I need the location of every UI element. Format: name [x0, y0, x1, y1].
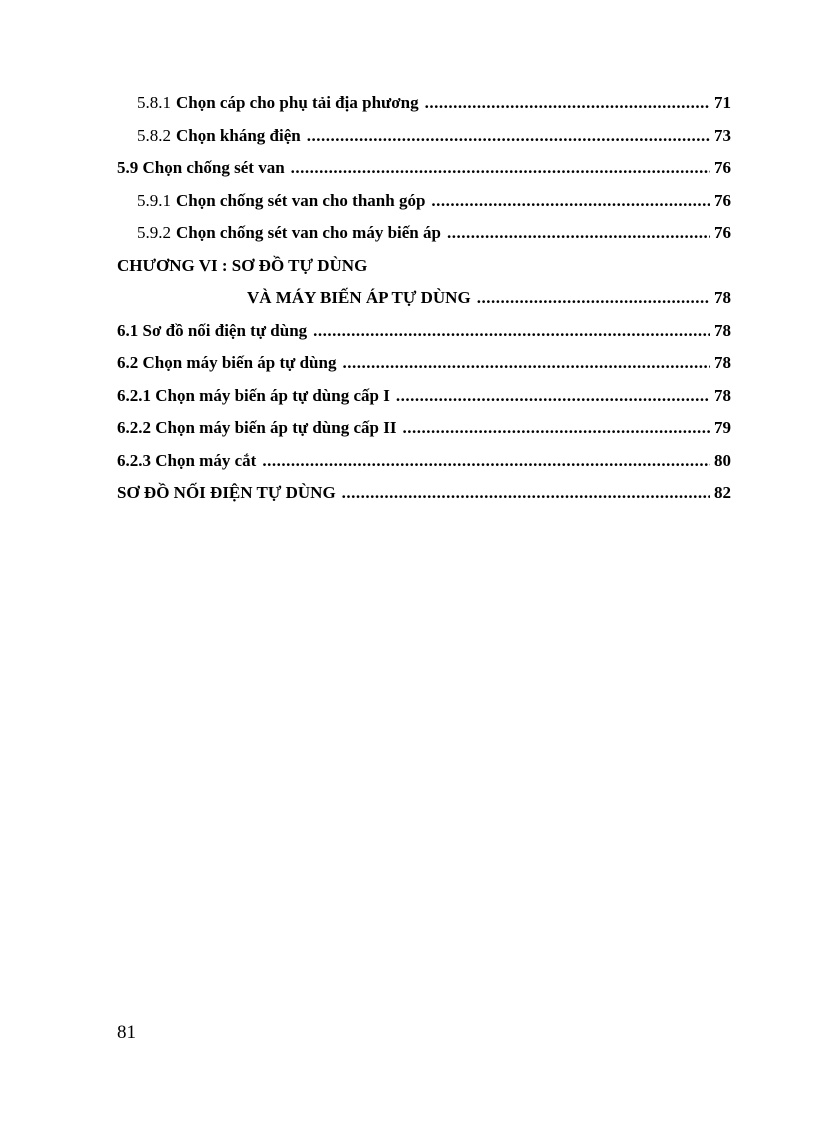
toc-entry-page: 79 — [714, 418, 731, 437]
toc-entry-number: 5.9.2 — [137, 223, 171, 242]
dot-leader — [313, 321, 710, 341]
toc-entry-page: 73 — [714, 125, 731, 145]
dot-leader — [342, 353, 710, 373]
dot-leader — [307, 126, 710, 146]
toc-entry-page: 76 — [714, 190, 731, 210]
table-of-contents — [117, 93, 731, 516]
toc-entry-6-2-3[interactable] — [117, 451, 731, 484]
chapter-heading-line2[interactable] — [117, 288, 731, 321]
toc-entry-page: 71 — [714, 93, 731, 112]
dot-leader — [342, 483, 710, 503]
page-number: 81 — [117, 1022, 136, 1043]
dot-leader — [402, 418, 710, 438]
toc-entry-title: Chọn kháng điện — [176, 125, 301, 145]
toc-entry-6-2-2[interactable] — [117, 418, 731, 451]
toc-entry-page: 76 — [714, 223, 731, 242]
toc-entry-number: 5.9.1 — [137, 190, 171, 210]
toc-entry-5-8-2[interactable] — [117, 126, 731, 159]
toc-entry-title: 6.2 Chọn máy biến áp tự dùng — [117, 353, 337, 372]
toc-entry-title: 5.9 Chọn chống sét van — [117, 158, 285, 177]
toc-entry-6-2-1[interactable] — [117, 386, 731, 419]
dot-leader — [477, 288, 710, 308]
toc-entry-page: 78 — [714, 288, 731, 307]
dot-leader — [291, 158, 710, 178]
toc-entry-page: 82 — [714, 483, 731, 502]
toc-entry-page: 78 — [714, 320, 731, 340]
toc-entry-page: 78 — [714, 353, 731, 372]
toc-entry-page: 78 — [714, 385, 731, 405]
toc-entry-5-9[interactable] — [117, 158, 731, 191]
toc-entry-so-do[interactable] — [117, 483, 731, 516]
chapter-title: CHƯƠNG VI : SƠ ĐỒ TỰ DÙNG — [117, 255, 368, 275]
toc-entry-6-2[interactable] — [117, 353, 731, 386]
toc-entry-title: 6.2.3 Chọn máy cắt — [117, 450, 257, 470]
chapter-heading-line1[interactable] — [117, 256, 731, 289]
dot-leader — [396, 386, 710, 406]
toc-entry-page: 80 — [714, 450, 731, 470]
toc-entry-6-1[interactable] — [117, 321, 731, 354]
dot-leader — [447, 223, 710, 243]
toc-entry-title: 6.2.1 Chọn máy biến áp tự dùng cấp I — [117, 385, 390, 405]
toc-entry-title: 6.1 Sơ đồ nối điện tự dùng — [117, 320, 308, 340]
toc-entry-5-8-1[interactable] — [117, 93, 731, 126]
toc-entry-5-9-2[interactable] — [117, 223, 731, 256]
dot-leader — [431, 191, 710, 211]
dot-leader — [425, 93, 710, 113]
toc-entry-number: 5.8.2 — [137, 125, 171, 145]
toc-entry-title: Chọn chống sét van cho thanh góp — [176, 190, 426, 210]
toc-entry-title: Chọn cáp cho phụ tải địa phương — [176, 93, 419, 112]
toc-entry-page: 76 — [714, 158, 731, 177]
chapter-subtitle: VÀ MÁY BIẾN ÁP TỰ DÙNG — [247, 288, 471, 307]
toc-entry-number: 5.8.1 — [137, 93, 171, 112]
dot-leader — [262, 451, 710, 471]
toc-entry-title: Chọn chống sét van cho máy biến áp — [176, 223, 441, 242]
toc-entry-title: SƠ ĐỒ NỐI ĐIỆN TỰ DÙNG — [117, 483, 336, 502]
toc-entry-5-9-1[interactable] — [117, 191, 731, 224]
toc-entry-title: 6.2.2 Chọn máy biến áp tự dùng cấp II — [117, 418, 397, 437]
